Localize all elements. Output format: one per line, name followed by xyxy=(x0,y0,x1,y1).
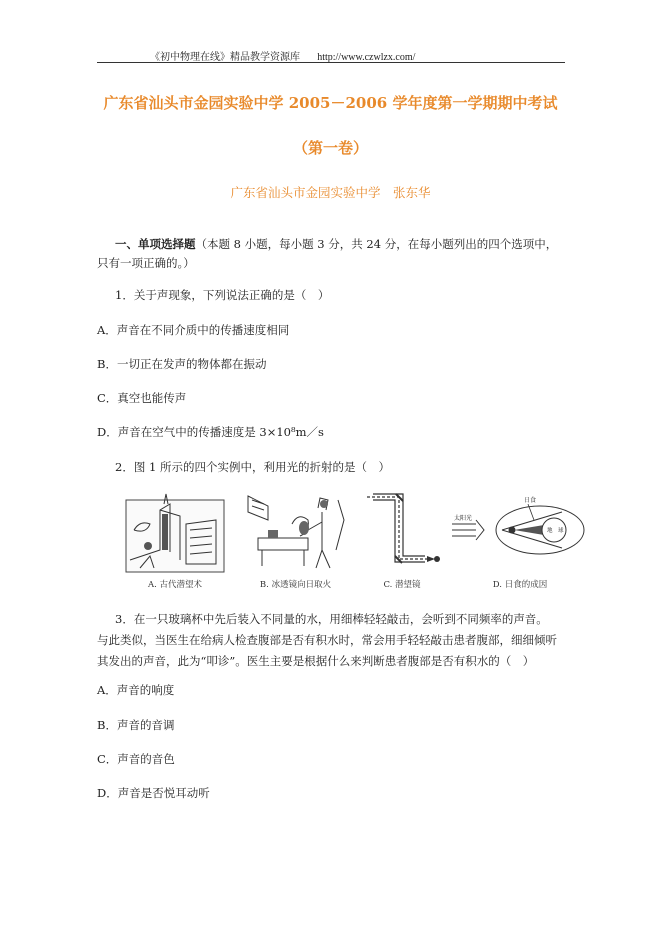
question-3-option-b: B．声音的音调 xyxy=(97,718,175,732)
question-3-stem xyxy=(97,609,557,672)
section-title: 一、单项选择题 xyxy=(115,237,196,251)
sun-light-label: 太阳光 xyxy=(454,515,473,522)
exam-volume: （第一卷） xyxy=(292,139,368,157)
exam-author: 广东省汕头市金园实验中学 张东华 xyxy=(230,185,431,200)
figure-panel-d xyxy=(450,490,590,590)
question-1-option-a: A．声音在不同介质中的传播速度相同 xyxy=(97,323,290,337)
question-3-line-1: 3．在一只玻璃杯中先后装入不同量的水，用细棒轻轻敲击，会听到不同频率的声音。 xyxy=(115,612,548,626)
question-3-option-c: C．声音的音色 xyxy=(97,752,175,766)
periscope-illustration xyxy=(363,490,441,574)
figure-panel-b xyxy=(238,490,353,590)
earth-label: 地 球 xyxy=(547,528,564,534)
question-3-line-3: 其发出的声音，此为“叩诊”。医生主要是根据什么来判断患者腹部是否有积水的（ ） xyxy=(97,654,535,668)
question-2-text: 2．图 1 所示的四个实例中，利用光的折射的是（ ） xyxy=(115,460,390,474)
section-instructions-1: （本题 8 小题，每小题 3 分，共 24 分，在每小题列出的四个选项中， xyxy=(195,237,558,251)
exam-title: 广东省汕头市金园实验中学 2005－2006 学年度第一学期期中考试 xyxy=(103,94,558,112)
page-header xyxy=(150,48,530,63)
figure-panel-c xyxy=(363,490,441,590)
ice-lens-fire-illustration xyxy=(238,490,353,574)
question-3-option-a: A．声音的响度 xyxy=(97,683,175,697)
question-3-line-2: 与此类似，当医生在给病人检查腹部是否有积水时，常会用手轻轻敲击患者腹部，细细倾听 xyxy=(97,633,557,647)
section-heading xyxy=(97,235,557,273)
caption-d: D. 日食的成因 xyxy=(492,580,548,590)
caption-b: B. 冰透镜向日取火 xyxy=(259,580,332,590)
section-instructions-2: 只有一项正确的。） xyxy=(97,256,195,270)
figure-1 xyxy=(120,490,590,590)
question-1-stem xyxy=(97,286,329,305)
question-3-option-d: D．声音是否悦耳动听 xyxy=(97,786,210,800)
header-divider xyxy=(97,62,565,63)
question-1-option-c: C．真空也能传声 xyxy=(97,391,187,405)
ancient-periscope-illustration xyxy=(120,490,230,574)
figure-panel-a xyxy=(120,490,230,590)
header-site-name: 《初中物理在线》精品教学资源库 xyxy=(150,52,300,63)
question-1-option-b: B．一切正在发声的物体都在振动 xyxy=(97,357,267,371)
question-1-option-d: D．声音在空气中的传播速度是 3×10⁸m／s xyxy=(97,425,324,439)
caption-a: A. 古代潜望术 xyxy=(147,580,203,590)
question-2-stem xyxy=(97,458,390,477)
eclipse-label: 日食 xyxy=(524,497,537,504)
solar-eclipse-illustration xyxy=(450,490,590,574)
header-url[interactable]: http://www.czwlzx.com/ xyxy=(317,52,416,63)
caption-c: C. 潜望镜 xyxy=(383,580,421,590)
question-1-text: 1．关于声现象，下列说法正确的是（ ） xyxy=(115,288,330,302)
